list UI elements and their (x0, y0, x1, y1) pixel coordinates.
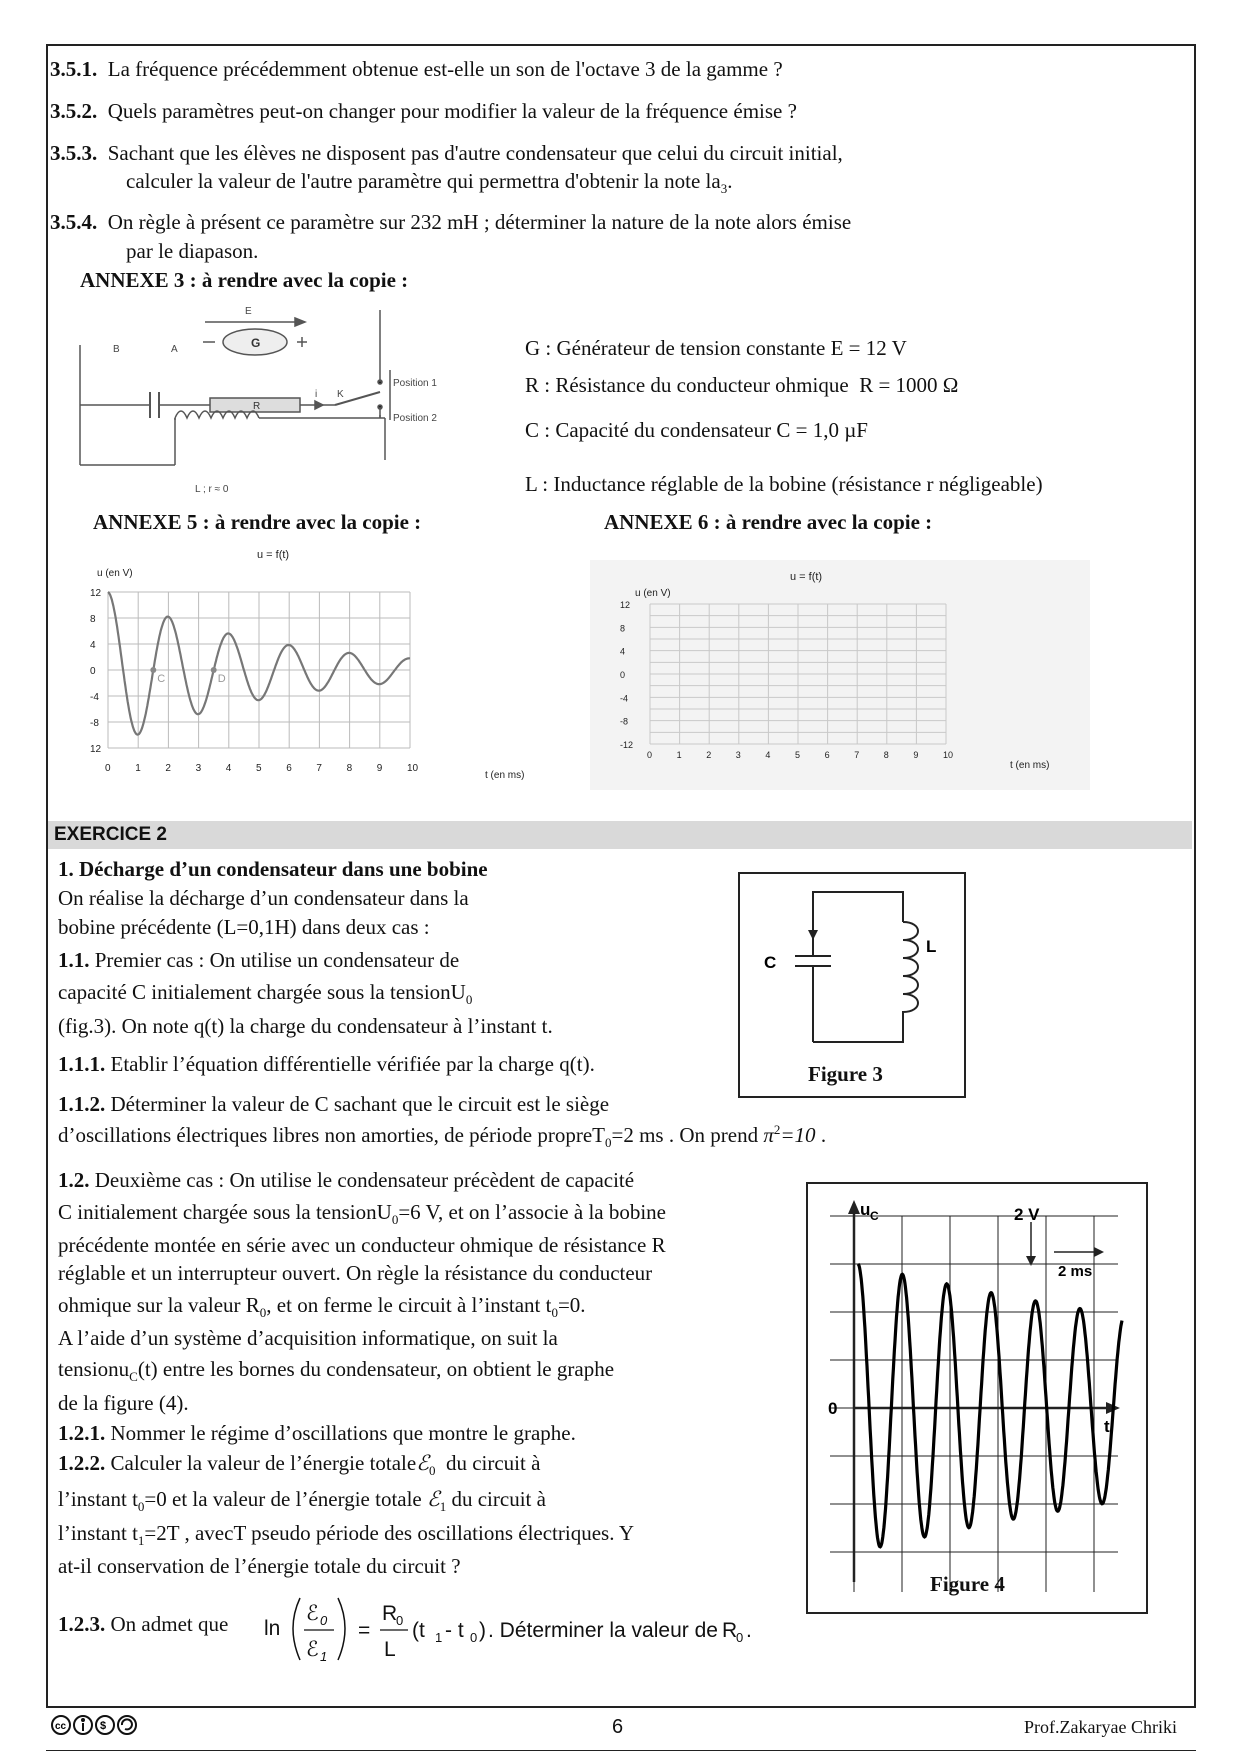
question-3-5-2 (50, 99, 797, 124)
y-tick-label: 0 (620, 670, 626, 680)
legend-generator: G : Générateur de tension constante E = 12 V (525, 336, 907, 360)
svg-text:. Déterminer la valeur de: . Déterminer la valeur de (488, 1619, 718, 1642)
author: Prof.Zakaryae Chriki (1024, 1717, 1177, 1737)
energy-e1: ℰ (306, 1638, 319, 1661)
q111: 1.1.1. Etablir l’équation différentielle vérifiée par la charge q(t). (58, 1052, 595, 1076)
svg-text:0: 0 (736, 1630, 744, 1645)
label-b: B (113, 344, 120, 355)
label-l: L ; r ≈ 0 (195, 484, 229, 495)
label-c: C (764, 953, 777, 972)
q12-line5: ohmique sur la valeur $R_0$, et on ferme le circuit à l’instant $t_0=0$. (58, 1293, 586, 1321)
point-c-label: C (157, 673, 166, 685)
annexe6-chart (590, 560, 1090, 790)
y-tick-label: 12 (620, 600, 631, 610)
question-3-5-3-line2: calculer la valeur de l'autre paramètre qui permettra d'obtenir la note $la_3$. (126, 169, 733, 197)
q12-line2: C initialement chargée sous la tensionU$_0$=6 V, et on l’associe à la bobine (58, 1200, 667, 1228)
q121: 1.2.1. Nommer le régime d’oscillations que montre le graphe. (58, 1421, 576, 1445)
question-number: 3.5.3. (50, 141, 98, 165)
footer-divider (46, 1706, 1196, 1708)
x-tick-label: 5 (256, 763, 262, 774)
chart-title: u = f(t) (790, 571, 823, 583)
r0-numerator: R (382, 1602, 398, 1625)
section1-line1: On réalise la décharge d’un condensateur dans la (58, 886, 469, 910)
point-d-marker (211, 667, 217, 673)
x-tick-label: 0 (105, 763, 111, 774)
x-tick-label: 7 (316, 763, 322, 774)
figure3-caption: Figure 3 (808, 1062, 883, 1086)
x-tick-label: 1 (135, 763, 141, 774)
q12-line1: 1.2. Deuxième cas : On utilise le condensateur précèdent de capacité (58, 1168, 635, 1192)
label-position1: Position 1 (393, 378, 437, 389)
y-axis-label: u (en V) (635, 588, 671, 599)
y-tick-label: 8 (620, 623, 626, 634)
q11-line1: 1.1. Premier cas : On utilise un condensateur de (58, 948, 460, 972)
x-tick-label: 6 (286, 763, 292, 774)
section1-line2: bobine précédente (L=0,1H) dans deux cas : (58, 915, 430, 939)
q12-line3: précédente montée en série avec un conducteur ohmique de résistance R (58, 1233, 666, 1257)
q12-line4: réglable et un interrupteur ouvert. On règle la résistance du conducteur (58, 1261, 653, 1285)
annexe3-title: ANNEXE 3 : à rendre avec la copie : (80, 268, 409, 292)
question-number: 3.5.1. (50, 57, 98, 81)
question-text: La fréquence précédemment obtenue est-elle un son de l'octave 3 de la gamme ? (107, 57, 783, 81)
label-r: R (253, 401, 261, 412)
question-3-5-1 (50, 57, 783, 82)
question-3-5-4-line2: par le diapason. (126, 239, 259, 263)
svg-text:cc: cc (55, 1721, 67, 1732)
x-tick-label: 6 (824, 750, 830, 760)
y-tick-label: 12 (90, 744, 102, 755)
x-axis-label: t (en ms) (485, 770, 525, 781)
footer-bottom-line (46, 1750, 1196, 1751)
x-tick-label: 3 (735, 750, 741, 760)
q123-intro: 1.2.3. On admet que (58, 1612, 229, 1636)
question-3-5-3 (50, 141, 843, 166)
q122-line1: 1.2.2. Calculer la valeur de l’énergie totaleℰ$_0$ du circuit à (58, 1451, 541, 1479)
q12-line6: A l’aide d’un système d’acquisition informatique, on suit la (58, 1326, 558, 1350)
y-tick-label: 12 (90, 588, 102, 599)
label-l: L (926, 937, 937, 956)
point-c-marker (150, 667, 156, 673)
x-tick-label: 2 (706, 750, 712, 760)
x-tick-label: 10 (943, 750, 954, 760)
svg-text:0: 0 (396, 1613, 404, 1628)
y-tick-label: 8 (90, 614, 96, 625)
page-number: 6 (612, 1716, 624, 1738)
svg-text:): ) (479, 1619, 486, 1642)
svg-text:0: 0 (320, 1613, 328, 1628)
annexe5-chart (85, 540, 565, 800)
q112-line1: 1.1.2. Déterminer la valeur de C sachant que le circuit est le siège (58, 1092, 610, 1116)
figure4-caption: Figure 4 (930, 1572, 1005, 1596)
annexe3-circuit-diagram (75, 300, 525, 500)
y-axis-label: u (en V) (97, 568, 133, 579)
y-tick-label: 0 (90, 666, 96, 677)
section1-title: 1. Décharge d’un condensateur dans une bobine (58, 857, 488, 881)
point-d-label: D (217, 673, 226, 685)
svg-text:- t: - t (445, 1619, 464, 1642)
x-tick-label: 9 (913, 750, 919, 760)
svg-text:C: C (870, 1209, 879, 1223)
svg-text:.: . (746, 1619, 752, 1642)
figure4-chart (806, 1182, 1148, 1614)
q122-line2: l’instant $t_0=0$ et la valeur de l’énergie totale ℰ$_1$ du circuit à (58, 1487, 546, 1515)
energy-e0: ℰ (306, 1602, 319, 1625)
ln-label: ln (264, 1617, 281, 1640)
x-tick-label: 8 (883, 750, 889, 760)
y-tick-label: -4 (620, 693, 629, 704)
label-e: E (245, 306, 252, 317)
y-tick-label: 4 (90, 640, 96, 651)
energy-log-formula (262, 1590, 782, 1670)
svg-text:0: 0 (470, 1630, 478, 1645)
x-tick-label: 0 (647, 750, 653, 760)
label-i: i (315, 389, 318, 400)
label-k: K (337, 389, 344, 400)
label-g: G (251, 336, 261, 350)
exercice2-band (48, 821, 1192, 849)
y-tick-label: 4 (620, 646, 626, 657)
exercice2-title: EXERCICE 2 (54, 824, 167, 845)
q11-line3: (fig.3). On note q(t) la charge du condensateur à l’instant t. (58, 1014, 553, 1038)
svg-text:R: R (722, 1619, 738, 1642)
question-text: Sachant que les élèves ne disposent pas d'autre condensateur que celui du circuit initial, (107, 141, 843, 165)
y-tick-label: -8 (620, 716, 629, 727)
legend-inductance: L : Inductance réglable de la bobine (résistance r négligeable) (525, 472, 1043, 496)
legend-capacitor: C : Capacité du condensateur C = 1,0 µF (525, 418, 868, 442)
question-text: On règle à présent ce paramètre sur 232 mH ; déterminer la nature de la note alors émise (107, 210, 852, 234)
q11-line2: capacité C initialement chargée sous la tensionU$_0$ (58, 980, 473, 1008)
y-tick-label: -12 (620, 740, 634, 750)
question-3-5-4 (50, 210, 851, 235)
x-tick-label: 10 (407, 763, 419, 774)
chart-title: u = f(t) (257, 549, 290, 561)
svg-text:1: 1 (320, 1649, 328, 1664)
question-number: 3.5.2. (50, 99, 98, 123)
annexe6-title: ANNEXE 6 : à rendre avec la copie : (604, 510, 933, 534)
x-tick-label: 4 (765, 750, 771, 760)
legend-resistor: R : Résistance du conducteur ohmique R = 1000 Ω (525, 373, 959, 397)
y-tick-label: -8 (90, 718, 99, 729)
svg-text:(t: (t (412, 1619, 425, 1642)
question-text: Quels paramètres peut-on changer pour modifier la valeur de la fréquence émise ? (107, 99, 797, 123)
x-tick-label: 7 (854, 750, 860, 760)
l-denominator: L (384, 1638, 396, 1661)
q122-line4: at-il conservation de l’énergie totale du circuit ? (58, 1554, 461, 1578)
y-tick-label: -4 (90, 692, 99, 703)
x-tick-label: 3 (195, 763, 202, 774)
x-tick-label: 9 (376, 763, 383, 774)
scale-2ms-label: 2 ms (1058, 1263, 1093, 1280)
q12-line7: tensionu$_C$(t) entre les bornes du condensateur, on obtient le graphe (58, 1357, 615, 1385)
x-tick-label: 2 (165, 763, 171, 774)
x-tick-label: 5 (795, 750, 801, 760)
license-icons (50, 1713, 144, 1737)
question-number: 3.5.4. (50, 210, 98, 234)
origin-label: 0 (828, 1399, 838, 1418)
equals-sign: = (358, 1619, 371, 1642)
scale-2v-label: 2 V (1014, 1205, 1040, 1224)
label-a: A (171, 344, 178, 355)
annexe5-title: ANNEXE 5 : à rendre avec la copie : (93, 510, 422, 534)
q112-line2: d’oscillations électriques libres non amorties, de période propreT$_0$=2 ms . On prend $\pi^2=10$ . (58, 1122, 827, 1151)
q12-line8: de la figure (4). (58, 1391, 189, 1415)
x-tick-label: 8 (346, 763, 353, 774)
svg-text:1: 1 (435, 1630, 443, 1645)
q122-line3: l’instant $t_1=2T$ , avecT pseudo période des oscillations électriques. Y (58, 1521, 635, 1549)
svg-text:$: $ (100, 1720, 107, 1732)
x-axis-label: t (en ms) (1010, 760, 1050, 771)
x-tick-label: 4 (225, 763, 232, 774)
x-tick-label: 1 (676, 750, 682, 760)
t-axis-label: t (1104, 1417, 1110, 1436)
uc-label: u (860, 1200, 871, 1219)
label-position2: Position 2 (393, 413, 437, 424)
